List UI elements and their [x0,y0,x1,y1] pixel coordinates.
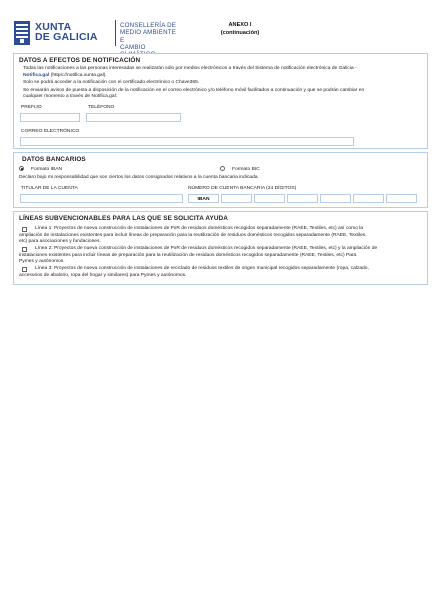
line-2-text-a: Línea 2: Proyectos de nueva construcción de instalaciones de PxR de residuos domésticos recogidos separadamente (RAEE, Textiles, etc) y la ampliación de [35,246,378,251]
notification-text-3b: cualquier momento a través de Notifica.gal: [23,94,118,99]
line-3-checkbox[interactable] [22,267,27,272]
iban-format-radio[interactable] [19,166,24,171]
bank-declaration: Declaro bajo mi responsabilidad que son ciertos los datos consignados relativos a la cuenta bancaria indicada. [19,175,259,180]
line-3-text-b: accesorios de abalorio, ropa del hogar y similares) para Pymes y autónomos. [19,272,187,278]
notifica-link[interactable]: Notifica.gal [23,72,50,78]
account-holder-field[interactable] [20,194,183,203]
iban-block-2[interactable] [254,194,285,203]
prefix-label: PREFIJO [21,105,42,110]
iban-block-6[interactable] [386,194,417,203]
subsidizable-lines-section [13,211,428,285]
notification-title: DATOS A EFECTOS DE NOTIFICACIÓN [19,57,141,64]
prefix-field[interactable] [20,113,80,122]
line-1-text-c: etc) para asociaciones y fundaciones. [19,239,101,244]
line-3-text-a: Línea 3: Proyectos de nueva construcción de instalaciones de reciclado de residuos textiles de origen municipal recogidos separadamente (ropa, calzado, [35,266,369,271]
annex-subtitle: (continuación) [220,30,260,36]
bic-format-label: Formato BIC [232,166,260,172]
iban-block-4[interactable] [320,194,351,203]
iban-block-1[interactable] [221,194,252,203]
logo-divider [115,20,116,46]
line-1-text-a: Línea 1: Proyectos de nueva construcción de instalaciones de PxR de residuos domésticos recogidos separadamente (RAEE, Textiles, etc) así como la [35,226,364,231]
line-2-text-c: Pymes y autónomos. [19,259,65,264]
email-label: CORREO ELECTRÓNICO [21,129,80,134]
line-1-checkbox[interactable] [22,227,27,232]
lines-title: LÍNEAS SUBVENCIONABLES PARA LAS QUE SE SOLICITA AYUDA [19,215,228,222]
notification-section [13,53,428,149]
notification-text-1b: Notifica.gal (https://notifica.xunta.gal). [23,72,107,78]
line-1-text-b: ampliación de instalaciones existentes para incluir líneas de preparación para la reutilización de residuos domésticos recogidos separadamente (RAEE, Textiles, [19,232,367,238]
notification-text-1: Todas las notificaciones a las personas interesadas se realizarán sólo por medios electrónicos a través del Sistema de notificación electrónica de Galicia - [23,66,357,71]
bank-title: DATOS BANCARIOS [22,156,86,163]
notification-text-2: Solo se podrá acceder a la notificación con el certificado electrónico o Chave365. [23,80,200,85]
xunta-logo [14,20,179,51]
bic-format-radio[interactable] [220,166,225,171]
holder-label: TITULAR DE LA CUENTA [21,186,78,191]
phone-label: TELÉFONO [88,105,115,110]
annex-title: ANEXO I [228,22,252,28]
xunta-wordmark: XUNTA DE GALICIA [35,21,98,43]
email-field[interactable] [20,137,354,146]
annex-heading [200,21,280,37]
line-2-text-b: instalaciones existentes para incluir líneas de preparación para la reutilización de residuos domésticos recogidos separadamente (RAEE, Textiles, etc) Para [19,252,357,258]
notification-text-3: Se enviarán avisos de puesta a disposición de la notificación en el correo electrónico y/o teléfono móvil facilitados a continuación y que se podrán cambiar en [23,87,365,93]
iban-block-5[interactable] [353,194,384,203]
bank-section [13,152,428,208]
department-name: CONSELLERÍA DE MEDIO AMBIENTE E CAMBIO [120,22,177,51]
phone-field[interactable] [86,113,181,122]
iban-block-3[interactable] [287,194,318,203]
iban-prefix-box [188,194,219,203]
account-number-label: NÚMERO DE CUENTA BANCARIA (24 DÍGITOS) [188,186,297,191]
xunta-shield-icon [14,21,30,45]
iban-prefix-label: IBAN [197,196,210,202]
iban-format-label: Formato IBAN [31,166,62,172]
line-2-checkbox[interactable] [22,247,27,252]
